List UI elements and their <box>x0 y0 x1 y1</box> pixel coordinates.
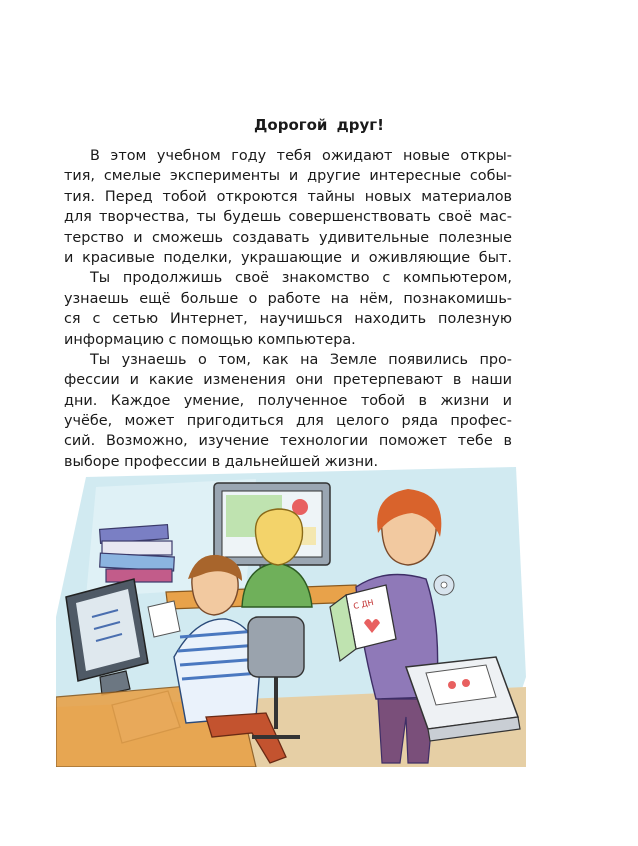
text-line: Ты узнаешь о том, как на Земле появились про- <box>90 351 512 368</box>
classroom-illustration <box>56 467 526 767</box>
page-title: Дорогой друг! <box>254 116 384 134</box>
books-stack-icon <box>100 525 175 582</box>
text-line: В этом учебном году тебя ожидают новые откры- <box>90 148 512 164</box>
intro-text <box>64 146 512 472</box>
text-line: терство и сможешь создавать удивительные полезные <box>64 229 512 246</box>
text-line: узнаешь ещё больше о работе на нём, познакомишь- <box>64 290 512 307</box>
text-line: и красивые поделки, украшающие и оживляющие быт. <box>64 249 512 266</box>
text-line: ся с сетью Интернет, научишься находить полезную <box>64 311 512 328</box>
text-line: фессии и какие изменения они претерпевают в наши <box>64 372 512 389</box>
text-line: тия. Перед тобой откроются тайны новых материалов <box>64 188 512 205</box>
text-line: выборе профессии в дальнейшей жизни. <box>64 453 379 470</box>
text-line: информацию с помощью компьютера. <box>64 331 356 348</box>
text-line: тия, смелые эксперименты и другие интересные собы- <box>64 168 512 185</box>
text-line: учёбе, может пригодиться для целого ряда профес- <box>64 413 512 430</box>
text-line: для творчества, ты будешь совершенствовать своё мас- <box>64 209 512 226</box>
card-text: С ДН <box>352 597 375 611</box>
text-line: дни. Каждое умение, полученное тобой в жизни и <box>64 392 512 409</box>
text-line: Ты продолжишь своё знакомство с компьютером, <box>90 270 512 287</box>
text-line: сий. Возможно, изучение технологии поможет тебе в <box>64 433 512 450</box>
paper-sheet <box>148 601 180 637</box>
